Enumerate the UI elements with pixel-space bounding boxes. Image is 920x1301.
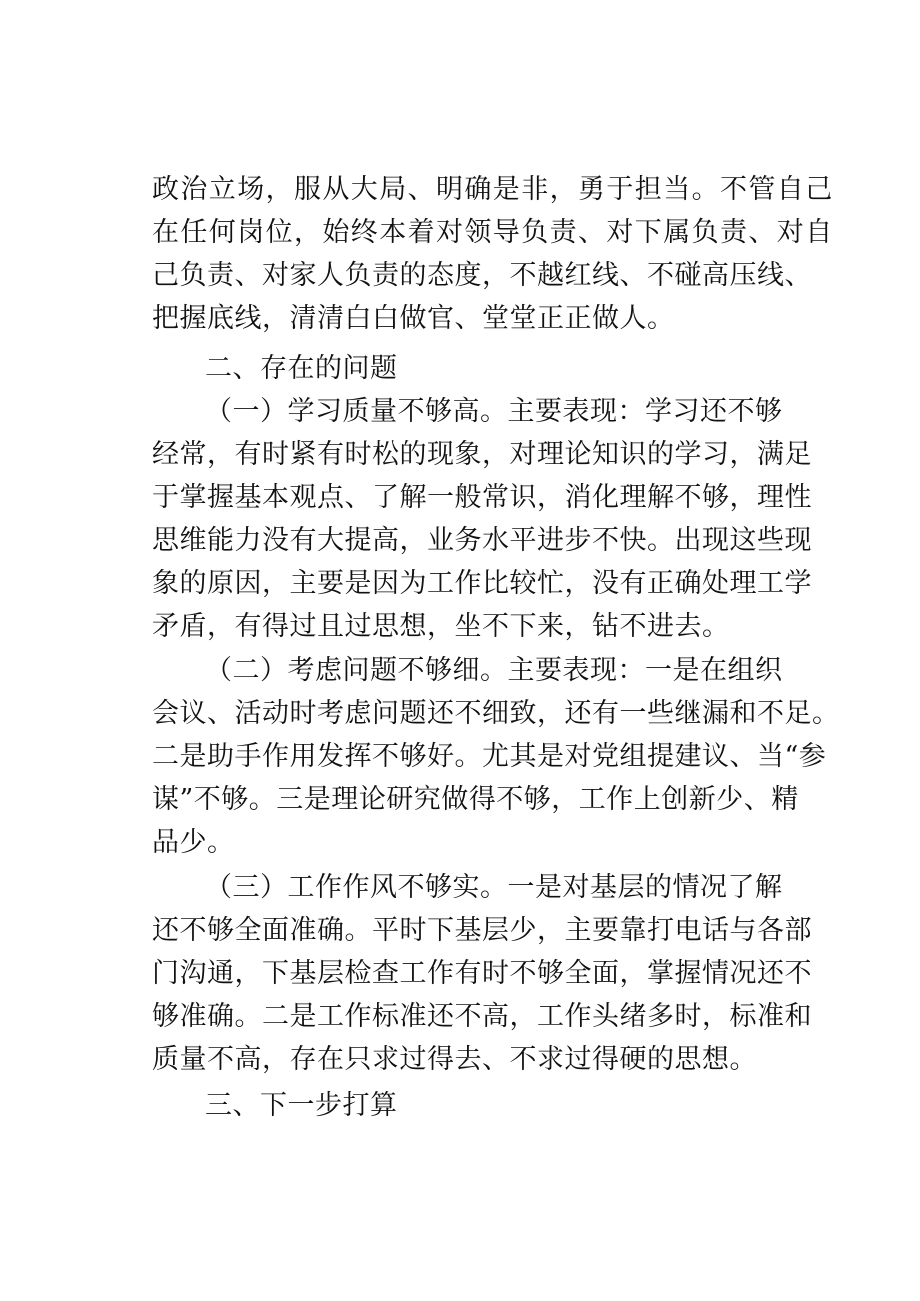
section-heading-next-steps: 三、下一步打算: [205, 1090, 398, 1121]
text-line: （一）学习质量不够高。主要表现：学习还不够: [205, 396, 783, 427]
text-line: 经常，有时紧有时松的现象，对理论知识的学习，满足: [152, 439, 812, 470]
text-line: 在任何岗位，始终本着对领导负责、对下属负责、对自: [152, 217, 834, 248]
text-line: 谋”不够。三是理论研究做得不够，工作上创新少、精: [152, 784, 799, 815]
text-line: 品少。: [152, 827, 235, 858]
text-line: （三）工作作风不够实。一是对基层的情况了解: [205, 872, 783, 903]
text-line: （二）考虑问题不够细。主要表现：一是在组织: [205, 655, 783, 686]
text-line: 二是助手作用发挥不够好。尤其是对党组提建议、当“参: [152, 741, 827, 772]
text-line: 政治立场，服从大局、明确是非，勇于担当。不管自己: [152, 174, 834, 205]
text-line: 把握底线，清清白白做官、堂堂正正做人。: [152, 303, 675, 334]
text-line: 会议、活动时考虑问题还不细致，还有一些继漏和不足。: [152, 698, 840, 729]
section-heading-problems: 二、存在的问题: [205, 353, 398, 384]
text-line: 矛盾，有得过且过思想，坐不下来，钻不进去。: [152, 611, 730, 642]
text-line: 己负责、对家人负责的态度，不越红线、不碰高压线、: [152, 260, 812, 291]
text-line: 象的原因，主要是因为工作比较忙，没有正确处理工学: [152, 568, 812, 599]
text-line: 于掌握基本观点、了解一般常识，消化理解不够，理性: [152, 482, 812, 513]
text-line: 思维能力没有大提高，业务水平进步不快。出现这些现: [152, 525, 812, 556]
text-line: 门沟通，下基层检查工作有时不够全面，掌握情况还不: [152, 958, 812, 989]
text-line: 够准确。二是工作标准还不高，工作头绪多时，标准和: [152, 1001, 812, 1032]
text-line: 还不够全面准确。平时下基层少，主要靠打电话与各部: [152, 915, 812, 946]
text-line: 质量不高，存在只求过得去、不求过得硬的思想。: [152, 1044, 757, 1075]
